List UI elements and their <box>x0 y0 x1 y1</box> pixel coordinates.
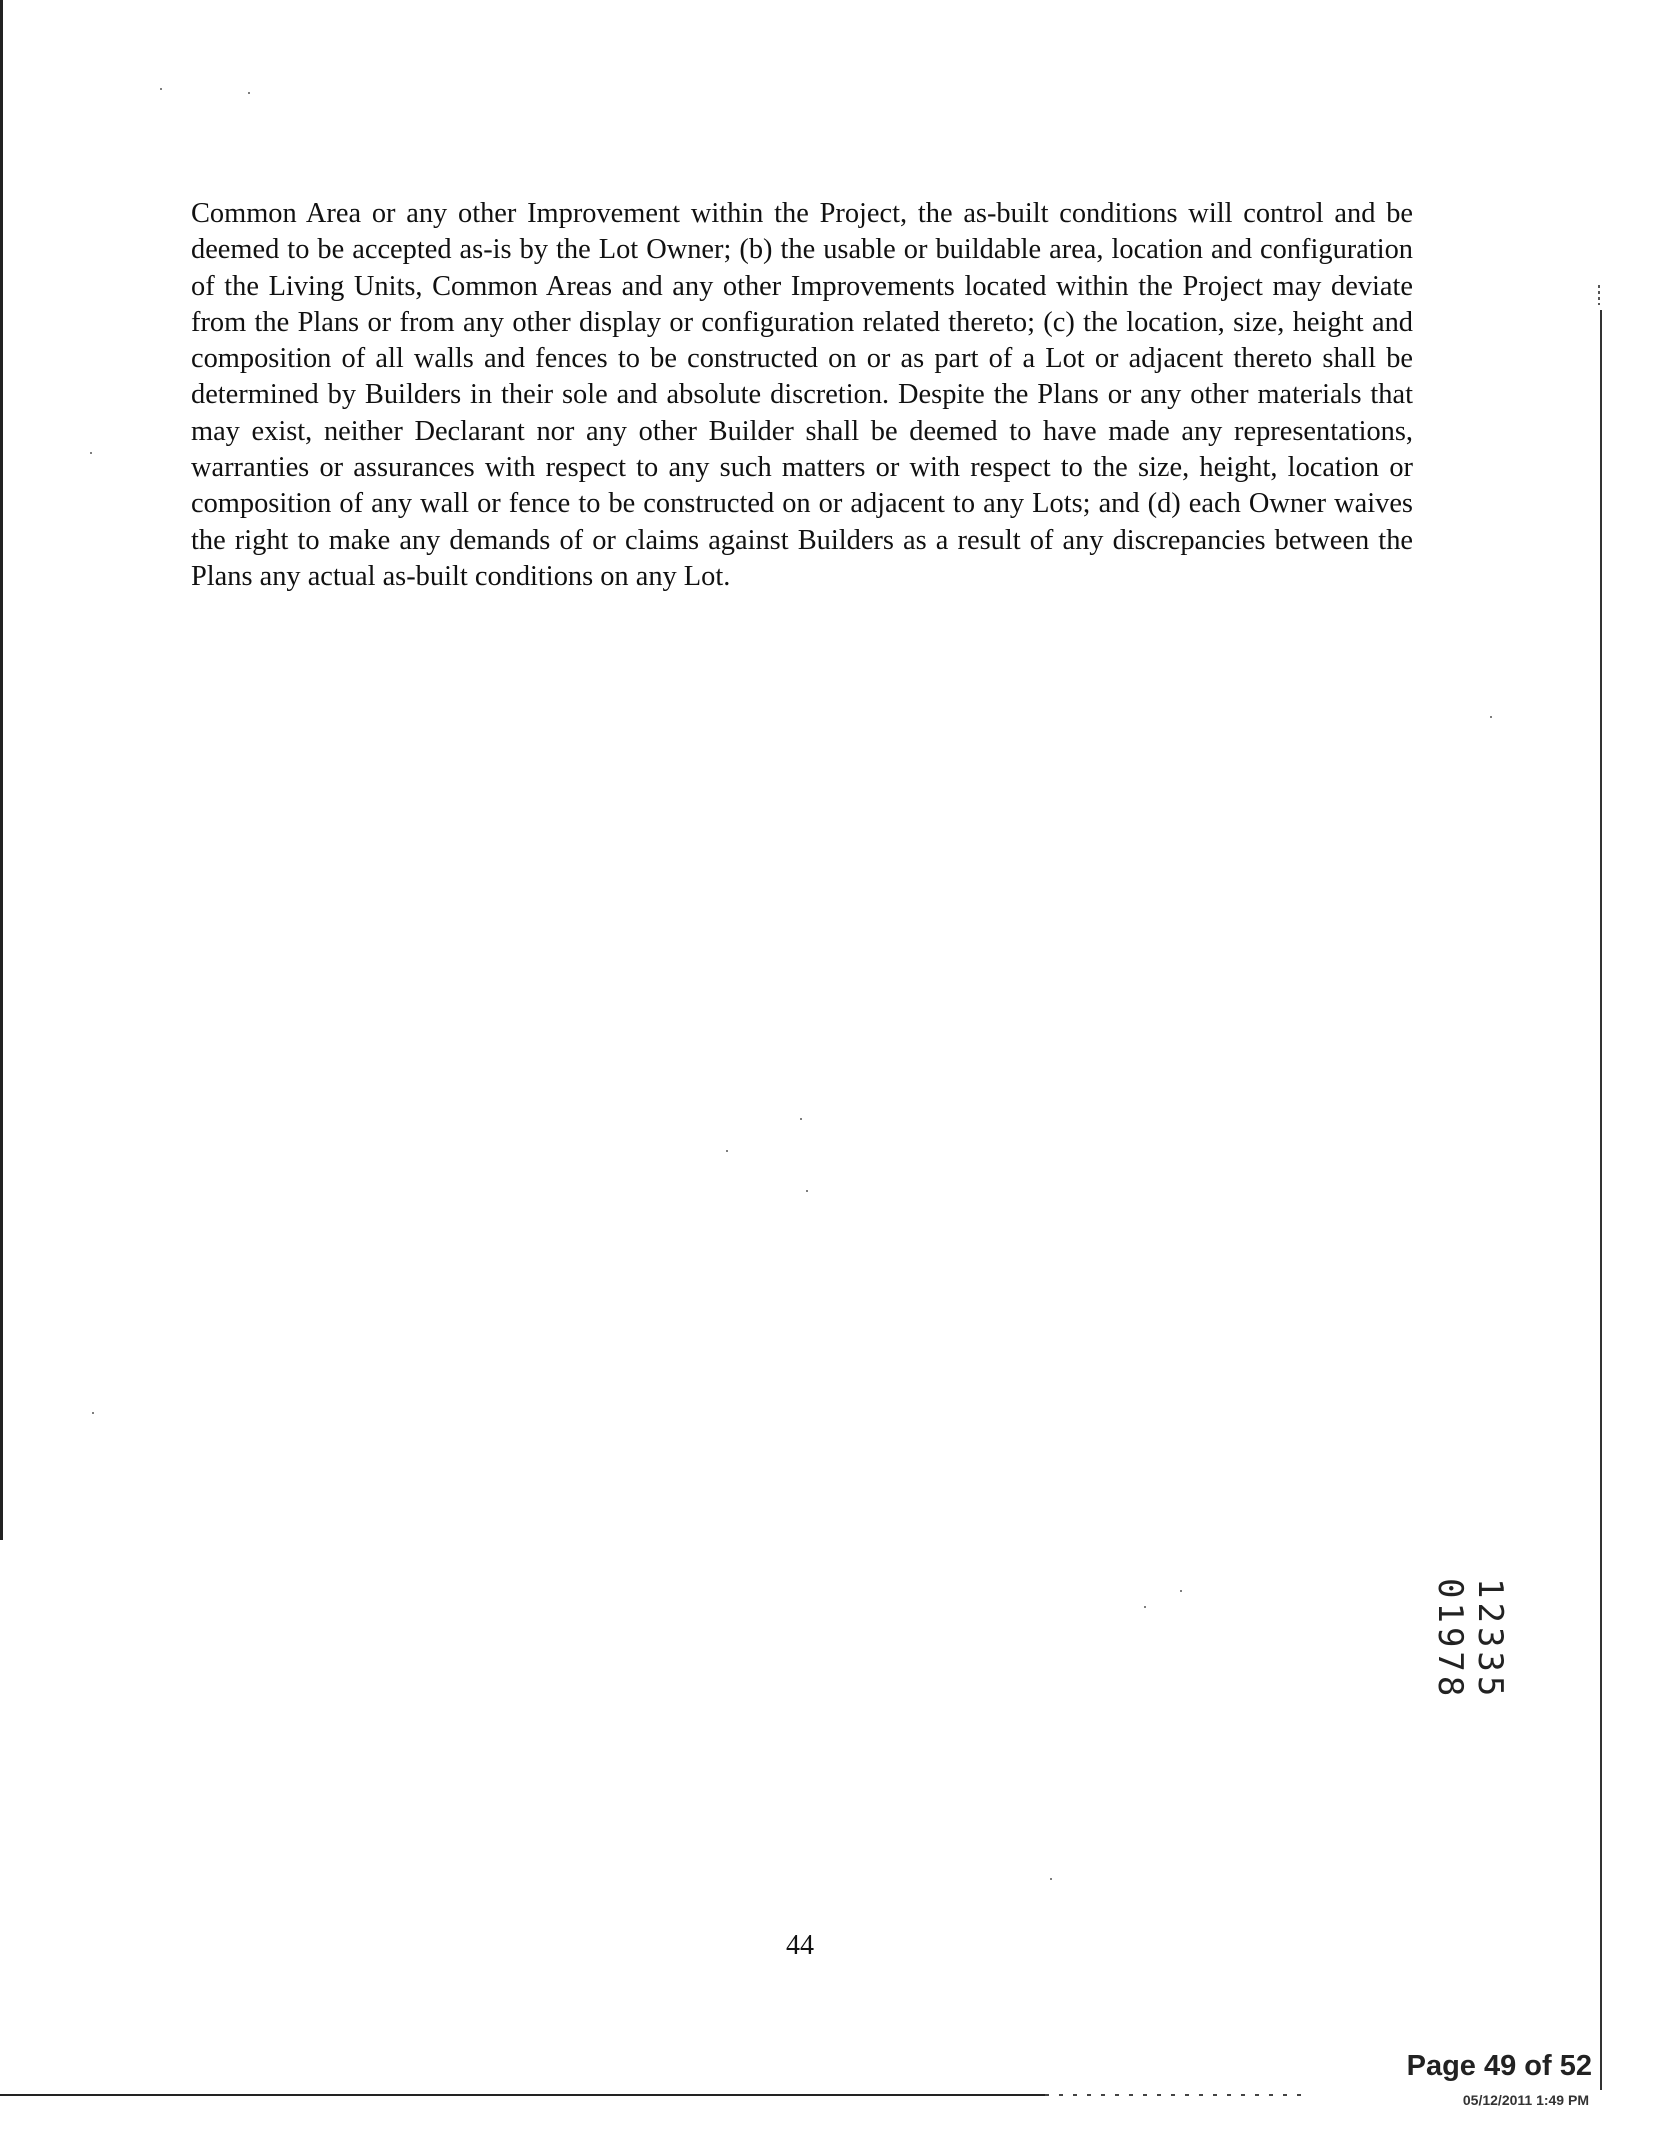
page-number: 44 <box>786 1930 814 1961</box>
footer-rule <box>0 2094 1045 2096</box>
scan-speck <box>160 88 162 90</box>
scan-speck <box>806 1190 808 1192</box>
scan-speck <box>1144 1606 1146 1608</box>
page-of-indicator: Page 49 of 52 <box>1406 2050 1592 2082</box>
print-timestamp: 05/12/2011 1:49 PM <box>1462 2092 1589 2108</box>
footer-rule-dotted <box>1045 2094 1305 2096</box>
scan-speck <box>90 452 92 454</box>
scan-speck <box>800 1118 802 1120</box>
scan-speck <box>1490 716 1492 718</box>
scan-right-tick <box>1598 285 1600 305</box>
scan-speck <box>248 92 250 94</box>
scan-speck <box>92 1412 94 1414</box>
scan-speck <box>1050 1878 1052 1880</box>
scan-speck <box>726 1150 728 1152</box>
body-paragraph: Common Area or any other Improvement within the Project, the as-built conditions will control and be deemed to be accepted as-is by the Lot Owner; (b) the usable or buildable area, location and configuration of the Living Units, Common Areas and any other Improvements located within the Project may deviate from the Plans or from any other display or configuration related thereto; (c) the location, size, height and composition of all walls and fences to be constructed on or as part of a Lot or adjacent thereto shall be determined by Builders in their sole and absolute discretion. Despite the Plans or any other materials that may exist, neither Declarant nor any other Builder shall be deemed to have made any representations, warranties or assurances with respect to any such matters or with respect to the size, height, location or composition of any wall or fence to be constructed on or adjacent to any Lots; and (d) each Owner waives the right to make any demands of or claims against Builders as a result of any discrepancies between the Plans any actual as-built conditions on any Lot. <box>191 198 1413 592</box>
recording-stamp: 12335 01978 <box>1430 1578 1510 1701</box>
scan-right-border <box>1600 310 1602 2090</box>
scan-left-border-dashed <box>0 1300 3 1510</box>
scan-speck <box>1180 1590 1182 1592</box>
